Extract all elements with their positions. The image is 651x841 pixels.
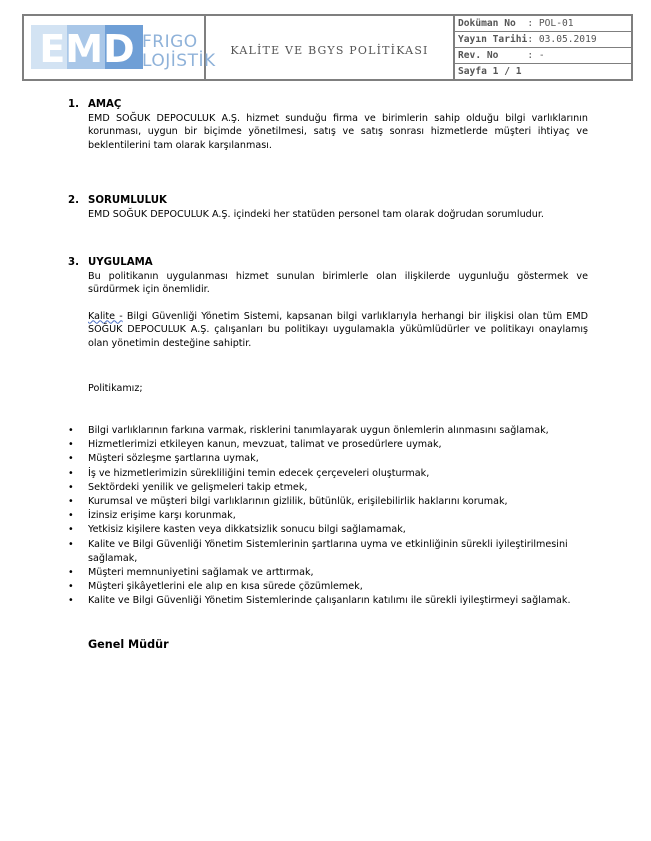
rev-no-sep: : bbox=[498, 50, 539, 61]
list-item: • İzinsiz erişime karşı korunmak, bbox=[68, 509, 588, 523]
section-paragraph: Bu politikanın uygulanması hizmet sunulan birimlerle olan ilişkilerde uygunluğu göstermek ve sürdürmek için önemlidir. bbox=[88, 270, 588, 295]
section-heading-sorumluluk bbox=[68, 194, 588, 208]
document-header bbox=[22, 14, 633, 81]
list-item: • Hizmetlerimizi etkileyen kanun, mevzuat, talimat ve prosedürlere uymak, bbox=[68, 438, 588, 452]
doc-no-label: Doküman No bbox=[458, 18, 516, 29]
list-item: • Sektördeki yenilik ve gelişmeleri takip etmek, bbox=[68, 481, 588, 495]
section-paragraph: EMD SOĞUK DEPOCULUK A.Ş. içindeki her statüden personel tam olarak doğrudan sorumludur. bbox=[88, 208, 544, 220]
section-paragraph: EMD SOĞUK DEPOCULUK A.Ş. hizmet sunduğu firma ve birimlerin sahip olduğu bilgi varlıklarının korunması, uygun bir biçimde yönetilmesi, satış ve satış sonrası hizmetlerde müşteri ihtiyaç ve beklentilerini tam olarak karşılanması. bbox=[88, 112, 588, 151]
rev-no-row bbox=[455, 48, 631, 64]
publish-date-row bbox=[455, 32, 631, 48]
section-number: 2. bbox=[68, 195, 79, 206]
logo-emd-text: EMD bbox=[39, 27, 135, 71]
section-paragraph-text: Bilgi Güvenliği Yönetim Sistemi, kapsanan bilgi varlıklarıyla herhangi bir ilişkisi olan tüm EMD SOĞUK DEPOCULUK A.Ş. çalışanları bu politikayı uygulamakla yükümlüdürler ve politikayı onaylamış olan yönetimin desteğine sahiptir. bbox=[88, 310, 588, 349]
document-body bbox=[68, 98, 588, 396]
list-item: • Kalite ve Bilgi Güvenliği Yönetim Sistemlerinde çalışanların katılımı ile sürekli iyileştirmeyi sağlamak. bbox=[68, 594, 588, 608]
section-heading-amac bbox=[68, 98, 588, 112]
list-item: • Bilgi varlıklarının farkına varmak, risklerini tanımlayarak uygun önlemlerin alınmasını sağlamak, bbox=[68, 424, 588, 438]
publish-date-value: 03.05.2019 bbox=[538, 34, 597, 45]
section-heading-uygulama bbox=[68, 256, 588, 270]
company-logo bbox=[24, 16, 216, 79]
list-item: • Kalite ve Bilgi Güvenliği Yönetim Sistemlerinin şartlarına uyma ve etkinliğinin sürekli iyileştirilmesini sağlamak, bbox=[68, 538, 588, 566]
section-title: SORUMLULUK bbox=[88, 195, 167, 206]
section-number: 1. bbox=[68, 99, 79, 110]
publish-date-label: Yayın Tarihi bbox=[458, 34, 528, 45]
list-item: • Müşteri memnuniyetini sağlamak ve arttırmak, bbox=[68, 566, 588, 580]
signature-title: Genel Müdür bbox=[88, 638, 169, 651]
section-title: UYGULAMA bbox=[88, 257, 153, 268]
section-title: AMAÇ bbox=[88, 99, 122, 110]
page-label: Sayfa 1 / 1 bbox=[458, 66, 522, 77]
section-number: 3. bbox=[68, 257, 79, 268]
list-item: • Kurumsal ve müşteri bilgi varlıklarının gizlilik, bütünlük, erişilebilirlik haklarını korumak, bbox=[68, 495, 588, 509]
document-info-table bbox=[455, 16, 631, 79]
doc-no-value: POL-01 bbox=[538, 18, 574, 29]
rev-no-label: Rev. No bbox=[458, 50, 499, 61]
doc-no-sep: : bbox=[515, 18, 539, 29]
logo-frigo-text: FRIGO bbox=[142, 32, 198, 52]
section-paragraph-kalite bbox=[88, 310, 588, 351]
page-row bbox=[455, 64, 631, 79]
policy-bullet-list bbox=[68, 424, 588, 609]
emd-logo-mark bbox=[31, 25, 143, 69]
policy-intro: Politikamız; bbox=[88, 383, 143, 394]
document-title-cell bbox=[206, 16, 455, 79]
list-item: • Müşteri sözleşme şartlarına uymak, bbox=[68, 452, 588, 466]
list-item: • İş ve hizmetlerimizin sürekliliğini temin edecek çerçeveleri oluşturmak, bbox=[68, 467, 588, 481]
logo-lojistik-text: LOJİSTİK bbox=[142, 51, 216, 71]
kalite-prefix: Kalite - bbox=[88, 310, 123, 322]
list-item: • Müşteri şikâyetlerini ele alıp en kısa sürede çözümlemek, bbox=[68, 580, 588, 594]
list-item: • Yetkisiz kişilere kasten veya dikkatsizlik sonucu bilgi sağlamamak, bbox=[68, 523, 588, 537]
doc-no-row bbox=[455, 16, 631, 32]
document-title: KALİTE VE BGYS POLİTİKASI bbox=[230, 44, 429, 57]
rev-no-value: - bbox=[538, 50, 545, 61]
publish-date-sep: : bbox=[527, 34, 539, 45]
